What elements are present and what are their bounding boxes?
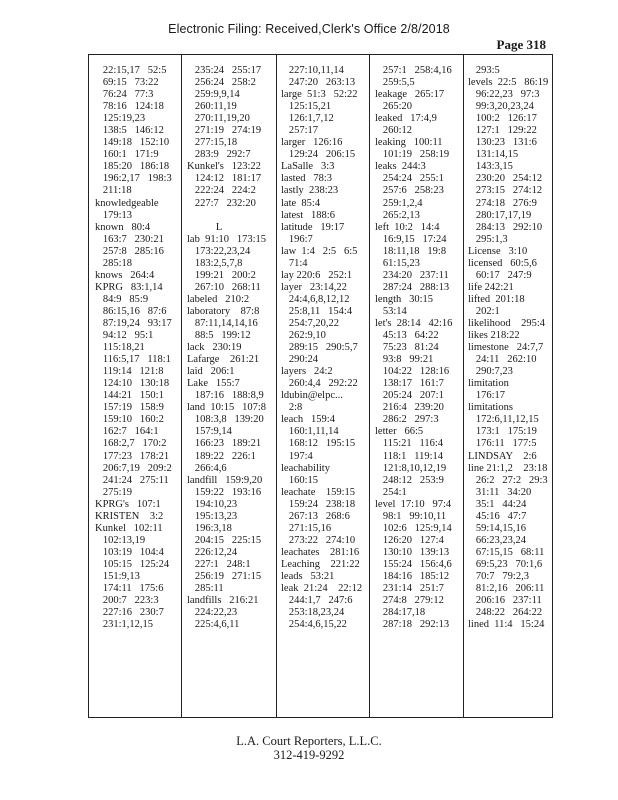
index-entry-line: 290:7,23 xyxy=(468,366,513,378)
index-entry-line: lab 91:10 173:15 xyxy=(187,233,267,245)
index-entry-line: 84:9 85:9 xyxy=(95,293,149,305)
index-entry-line: 151:9,13 xyxy=(95,570,140,582)
index-entry-line: 99:3,20,23,24 xyxy=(468,101,534,113)
index-entry-line: 287:18 292:13 xyxy=(375,619,450,631)
index-entry-line: 71:4 xyxy=(281,257,308,269)
index-entry-line: limitation xyxy=(468,378,509,390)
index-entry-line: 274:8 279:12 xyxy=(375,595,444,607)
index-entry-line: 96:22,23 97:3 xyxy=(468,89,540,101)
index-entry-line: land 10:15 107:8 xyxy=(187,402,267,414)
index-entry-line: 273:15 274:12 xyxy=(468,185,543,197)
index-entry-line: Leaching 221:22 xyxy=(281,558,360,570)
index-entry-line: 159:10 160:2 xyxy=(95,414,164,426)
index-entry-line: 138:5 146:12 xyxy=(95,125,164,137)
index-entry-line: Lake 155:7 xyxy=(187,378,240,390)
index-entry-line: 31:11 34:20 xyxy=(468,486,532,498)
index-entry-line: 98:1 99:10,11 xyxy=(375,510,447,522)
index-entry-line: 259:5,5 xyxy=(375,77,415,89)
index-entry-line: leachates 281:16 xyxy=(281,546,360,558)
index-entry-line: 18:11,18 19:8 xyxy=(375,245,447,257)
index-entry-line: 163:7 230:21 xyxy=(95,233,164,245)
index-entry-line: late 85:4 xyxy=(281,197,321,209)
index-entry-line: 124:10 130:18 xyxy=(95,378,170,390)
index-entry-line: 257:17 xyxy=(281,125,319,137)
index-entry-line: 168:2,7 170:2 xyxy=(95,438,167,450)
index-entry-line: 115:21 116:4 xyxy=(375,438,444,450)
index-entry-line: 211:18 xyxy=(95,185,132,197)
index-entry-line: life 242:21 xyxy=(468,281,514,293)
index-entry-line: 265:2,13 xyxy=(375,209,420,221)
index-entry-line: 265:20 xyxy=(375,101,413,113)
index-entry-line: 185:20 186:18 xyxy=(95,161,170,173)
index-entry-line: licensed 60:5,6 xyxy=(468,257,537,269)
index-entry-line: 271:19 274:19 xyxy=(187,125,262,137)
column-divider xyxy=(463,55,464,717)
court-reporter-name: L.A. Court Reporters, L.L.C. xyxy=(236,734,382,748)
index-entry-line: 69:15 73:22 xyxy=(95,77,159,89)
index-entry-line: 225:4,6,11 xyxy=(187,619,240,631)
index-entry-line: 45:13 64:22 xyxy=(375,330,439,342)
electronic-filing-header: Electronic Filing: Received,Clerk's Office 2/8/2018 xyxy=(168,22,450,36)
index-entry-line: landfills 216:21 xyxy=(187,595,259,607)
index-entry-line: limestone 24:7,7 xyxy=(468,342,544,354)
index-entry-line: 157:19 158:9 xyxy=(95,402,164,414)
index-entry-line: 22:15,17 52:5 xyxy=(95,65,167,76)
index-entry-line: 194:10,23 xyxy=(187,498,238,510)
index-entry-line: LINDSAY 2:6 xyxy=(468,450,537,462)
index-entry-line: 262:9,10 xyxy=(281,330,326,342)
index-entry-line: 248:12 253:9 xyxy=(375,474,444,486)
index-entry-line: 280:17,17,19 xyxy=(468,209,532,221)
index-entry-line: 59:14,15,16 xyxy=(468,522,527,534)
index-entry-line: 293:5 xyxy=(468,65,500,76)
index-entry-line: 160:15 xyxy=(281,474,319,486)
index-entry-line: 168:12 195:15 xyxy=(281,438,356,450)
index-entry-line: 267:10 268:11 xyxy=(187,281,261,293)
index-entry-line: 101:19 258:19 xyxy=(375,149,450,161)
column-divider xyxy=(276,55,277,717)
index-entry-line: 277:15,18 xyxy=(187,137,238,149)
index-entry-line: 144:21 150:1 xyxy=(95,390,164,402)
index-entry-line: left 10:2 14:4 xyxy=(375,221,440,233)
index-entry-line: 216:4 239:20 xyxy=(375,402,444,414)
index-entry-line: leakage 265:17 xyxy=(375,89,445,101)
index-entry-line: leachate 159:15 xyxy=(281,486,356,498)
index-entry-line: 94:12 95:1 xyxy=(95,330,154,342)
index-entry-line: limitations xyxy=(468,402,513,414)
index-entry-line: 196:3,18 xyxy=(187,522,232,534)
index-entry-line: lay 220:6 252:1 xyxy=(281,269,353,281)
index-entry-line: latest 188:6 xyxy=(281,209,335,221)
index-entry-line: 24:11 262:10 xyxy=(468,354,537,366)
index-entry-line: 67:15,15 68:11 xyxy=(468,546,545,558)
index-entry-line: 69:5,23 70:1,6 xyxy=(468,558,543,570)
index-entry-line: 173:1 175:19 xyxy=(468,426,537,438)
index-entry-line: 241:24 275:11 xyxy=(95,474,169,486)
index-entry-line: LaSalle 3:3 xyxy=(281,161,335,173)
index-entry-line: leachability xyxy=(281,462,330,474)
index-entry-line: large 51:3 52:22 xyxy=(281,89,358,101)
index-column-3 xyxy=(281,65,369,713)
index-entry-line: 157:9,14 xyxy=(187,426,232,438)
index-entry-line: 176:17 xyxy=(468,390,506,402)
index-entry-line: 196:7 xyxy=(281,233,313,245)
index-entry-line: 271:15,16 xyxy=(281,522,332,534)
index-entry-line: 183:2,5,7,8 xyxy=(187,257,243,269)
index-entry-line: 290:24 xyxy=(281,354,319,366)
index-entry-line: KPRG's 107:1 xyxy=(95,498,161,510)
index-entry-line: latitude 19:17 xyxy=(281,221,345,233)
index-entry-line: lined 11:4 15:24 xyxy=(468,619,545,631)
index-entry-line: 227:10,11,14 xyxy=(281,65,344,76)
index-entry-line: 256:24 258:2 xyxy=(187,77,256,89)
index-entry-line: 25:8,11 154:4 xyxy=(281,305,353,317)
index-entry-line: 257:1 258:4,16 xyxy=(375,65,452,76)
index-entry-line: 159:24 238:18 xyxy=(281,498,356,510)
index-entry-line: 260:11,19 xyxy=(187,101,237,113)
index-entry-line: 257:6 258:23 xyxy=(375,185,444,197)
index-entry-line: 116:5,17 118:1 xyxy=(95,354,171,366)
index-entry-line: 196:2,17 198:3 xyxy=(95,173,172,185)
index-entry-line xyxy=(187,210,275,222)
index-entry-line: 108:3,8 139:20 xyxy=(187,414,264,426)
index-entry-line: 259:1,2,4 xyxy=(375,197,423,209)
index-entry-line: law 1:4 2:5 6:5 xyxy=(281,245,358,257)
index-entry-line: 231:14 251:7 xyxy=(375,583,444,595)
index-entry-line: 200:7 223:3 xyxy=(95,595,159,607)
index-entry-line: 127:1 129:22 xyxy=(468,125,537,137)
index-entry-line: likes 218:22 xyxy=(468,330,520,342)
index-entry-line: 60:17 247:9 xyxy=(468,269,532,281)
index-entry-line: 184:16 185:12 xyxy=(375,570,450,582)
index-entry-line: 244:1,7 247:6 xyxy=(281,595,353,607)
index-entry-line: 231:1,12,15 xyxy=(95,619,154,631)
index-entry-line: 285:18 xyxy=(95,257,133,269)
index-entry-line: 87:11,14,14,16 xyxy=(187,317,258,329)
index-entry-line: leaked 17:4,9 xyxy=(375,113,437,125)
index-entry-line: larger 126:16 xyxy=(281,137,343,149)
index-entry-line: 81:2,16 206:11 xyxy=(468,583,545,595)
index-entry-line: 259:9,9,14 xyxy=(187,89,240,101)
index-entry-line: 275:19 xyxy=(95,486,133,498)
index-entry-line: 189:22 226:1 xyxy=(187,450,256,462)
index-entry-line: 121:8,10,12,19 xyxy=(375,462,447,474)
index-entry-line: 155:24 156:4,6 xyxy=(375,558,452,570)
index-entry-line: 174:11 175:6 xyxy=(95,583,164,595)
index-entry-line: 131:14,15 xyxy=(468,149,519,161)
index-entry-line: lastly 238:23 xyxy=(281,185,339,197)
index-entry-line: 205:24 207:1 xyxy=(375,390,444,402)
index-entry-line: 76:24 77:3 xyxy=(95,89,154,101)
index-entry-line: 226:12,24 xyxy=(187,546,238,558)
index-entry-line: 202:1 xyxy=(468,305,500,317)
index-entry-line: landfill 159:9,20 xyxy=(187,474,263,486)
index-entry-line: 26:2 27:2 29:3 xyxy=(468,474,548,486)
index-entry-line: 138:17 161:7 xyxy=(375,378,444,390)
index-entry-line: 53:14 xyxy=(375,305,407,317)
index-entry-line: 287:24 288:13 xyxy=(375,281,450,293)
index-column-2 xyxy=(187,65,275,713)
index-entry-line: leaks 244:3 xyxy=(375,161,426,173)
index-entry-line: 35:1 44:24 xyxy=(468,498,527,510)
index-entry-line: 119:14 121:8 xyxy=(95,366,164,378)
court-reporter-phone: 312-419-9292 xyxy=(273,748,345,762)
index-entry-line: 199:21 200:2 xyxy=(187,269,256,281)
index-entry-line: 289:15 290:5,7 xyxy=(281,342,358,354)
index-entry-line: 273:22 274:10 xyxy=(281,534,356,546)
index-entry-line: laboratory 87:8 xyxy=(187,305,260,317)
index-entry-line: 195:13,23 xyxy=(187,510,238,522)
index-entry-line: 159:22 193:16 xyxy=(187,486,262,498)
index-entry-line: 256:19 271:15 xyxy=(187,570,262,582)
index-entry-line: 247:20 263:13 xyxy=(281,77,356,89)
index-entry-line: License 3:10 xyxy=(468,245,528,257)
index-entry-line: 86:15,16 87:6 xyxy=(95,305,167,317)
index-entry-line: 227:16 230:7 xyxy=(95,607,164,619)
index-entry-line: 88:5 199:12 xyxy=(187,330,251,342)
index-column-4 xyxy=(375,65,462,713)
index-entry-line: knows 264:4 xyxy=(95,269,155,281)
index-column-5 xyxy=(468,65,552,713)
index-entry-line: levels 22:5 86:19 xyxy=(468,77,549,89)
index-entry-line: KPRG 83:1,14 xyxy=(95,281,163,293)
index-entry-line: 166:23 189:21 xyxy=(187,438,262,450)
index-entry-line: 274:18 276:9 xyxy=(468,197,537,209)
index-entry-line: 230:20 254:12 xyxy=(468,173,543,185)
index-entry-line: 248:22 264:22 xyxy=(468,607,543,619)
index-entry-line: 206:16 237:11 xyxy=(468,595,542,607)
index-entry-line: 173:22,23,24 xyxy=(187,245,251,257)
index-entry-line: L xyxy=(187,221,223,233)
index-entry-line: KRISTEN 3:2 xyxy=(95,510,164,522)
index-entry-line: lasted 78:3 xyxy=(281,173,333,185)
index-entry-line: layer 23:14,22 xyxy=(281,281,347,293)
index-entry-line: 93:8 99:21 xyxy=(375,354,434,366)
index-entry-line: known 80:4 xyxy=(95,221,151,233)
index-entry-line: 197:4 xyxy=(281,450,313,462)
index-entry-line: 187:16 188:8,9 xyxy=(187,390,264,402)
index-entry-line: labeled 210:2 xyxy=(187,293,250,305)
index-entry-line: 284:13 292:10 xyxy=(468,221,543,233)
index-entry-line: 285:11 xyxy=(187,583,224,595)
index-entry-line: 254:7,20,22 xyxy=(281,317,340,329)
index-entry-line: 24:4,6,8,12,12 xyxy=(281,293,350,305)
index-entry-line: 104:22 128:16 xyxy=(375,366,450,378)
index-entry-line: lifted 201:18 xyxy=(468,293,525,305)
index-entry-line: 176:11 177:5 xyxy=(468,438,537,450)
index-entry-line: 102:6 125:9,14 xyxy=(375,522,452,534)
index-entry-line: 179:13 xyxy=(95,209,133,221)
index-entry-line: 87:19,24 93:17 xyxy=(95,317,172,329)
index-entry-line: knowledgeable xyxy=(95,197,159,209)
index-entry-line: 227:7 232:20 xyxy=(187,197,256,209)
index-entry-line: length 30:15 xyxy=(375,293,434,305)
index-entry-line: laid 206:1 xyxy=(187,366,235,378)
index-entry-line: 267:13 268:6 xyxy=(281,510,350,522)
index-entry-line: 102:13,19 xyxy=(95,534,146,546)
index-entry-line: 260:4,4 292:22 xyxy=(281,378,358,390)
word-index-table xyxy=(88,54,553,718)
index-entry-line: layers 24:2 xyxy=(281,366,333,378)
index-entry-line: let's 28:14 42:16 xyxy=(375,317,453,329)
index-entry-line: 70:7 79:2,3 xyxy=(468,570,529,582)
index-entry-line: 160:1,11,14 xyxy=(281,426,339,438)
index-entry-line: 283:9 292:7 xyxy=(187,149,251,161)
index-entry-line: 115:18,21 xyxy=(95,342,145,354)
index-entry-line: 149:18 152:10 xyxy=(95,137,170,149)
index-entry-line: likelihood 295:4 xyxy=(468,317,545,329)
index-entry-line: 224:22,23 xyxy=(187,607,238,619)
index-entry-line: 2:8 xyxy=(281,402,303,414)
index-entry-line: 160:1 171:9 xyxy=(95,149,159,161)
index-entry-line: 105:15 125:24 xyxy=(95,558,170,570)
index-entry-line: 254:1 xyxy=(375,486,407,498)
index-entry-line: 177:23 178:21 xyxy=(95,450,170,462)
index-entry-line: lack 230:19 xyxy=(187,342,242,354)
index-entry-line: 257:8 285:16 xyxy=(95,245,164,257)
page-number: Page 318 xyxy=(496,37,546,52)
index-entry-line: 75:23 81:24 xyxy=(375,342,439,354)
index-entry-line: 130:23 131:6 xyxy=(468,137,537,149)
index-entry-line: Kunkel's 123:22 xyxy=(187,161,261,173)
index-entry-line: leak 21:24 22:12 xyxy=(281,583,363,595)
index-entry-line: Lafarge 261:21 xyxy=(187,354,260,366)
index-entry-line: leads 53:21 xyxy=(281,570,335,582)
index-entry-line: 126:20 127:4 xyxy=(375,534,444,546)
index-entry-line: 61:15,23 xyxy=(375,257,420,269)
index-entry-line: 100:2 126:17 xyxy=(468,113,537,125)
index-entry-line: 284:17,18 xyxy=(375,607,426,619)
index-entry-line: 286:2 297:3 xyxy=(375,414,439,426)
index-entry-line: 253:18,23,24 xyxy=(281,607,345,619)
index-entry-line: 130:10 139:13 xyxy=(375,546,450,558)
index-entry-line: 103:19 104:4 xyxy=(95,546,164,558)
index-entry-line: 254:24 255:1 xyxy=(375,173,444,185)
index-entry-line: 206:7,19 209:2 xyxy=(95,462,172,474)
index-entry-line: 129:24 206:15 xyxy=(281,149,356,161)
index-entry-line: 126:1,7,12 xyxy=(281,113,334,125)
index-entry-line: 234:20 237:11 xyxy=(375,269,449,281)
index-entry-line: line 21:1,2 23:18 xyxy=(468,462,548,474)
index-entry-line: 118:1 119:14 xyxy=(375,450,444,462)
index-entry-line: 295:1,3 xyxy=(468,233,508,245)
index-entry-line: ldubin@elpc... xyxy=(281,390,343,402)
index-entry-line: 162:7 164:1 xyxy=(95,426,159,438)
index-entry-line: 16:9,15 17:24 xyxy=(375,233,447,245)
index-entry-line: 204:15 225:15 xyxy=(187,534,262,546)
index-column-1 xyxy=(95,65,179,713)
index-entry-line: 172:6,11,12,15 xyxy=(468,414,539,426)
index-entry-line: 254:4,6,15,22 xyxy=(281,619,347,631)
index-entry-line: level 17:10 97:4 xyxy=(375,498,452,510)
index-entry-line: 124:12 181:17 xyxy=(187,173,262,185)
index-entry-line: 45:16 47:7 xyxy=(468,510,527,522)
column-divider xyxy=(181,55,182,717)
page-footer xyxy=(0,734,618,762)
index-entry-line: leaking 100:11 xyxy=(375,137,443,149)
index-entry-line: 266:4,6 xyxy=(187,462,227,474)
index-entry-line: 235:24 255:17 xyxy=(187,65,262,76)
index-entry-line: Kunkel 102:11 xyxy=(95,522,163,534)
index-entry-line: 125:15,21 xyxy=(281,101,332,113)
index-entry-line: 66:23,23,24 xyxy=(468,534,527,546)
index-entry-line: 270:11,19,20 xyxy=(187,113,250,125)
index-entry-line: 125:19,23 xyxy=(95,113,146,125)
index-entry-line: 260:12 xyxy=(375,125,413,137)
index-entry-line: leach 159:4 xyxy=(281,414,335,426)
index-entry-line: 222:24 224:2 xyxy=(187,185,256,197)
index-entry-line: 78:16 124:18 xyxy=(95,101,164,113)
index-entry-line: 227:1 248:1 xyxy=(187,558,251,570)
index-entry-line: letter 66:5 xyxy=(375,426,424,438)
column-divider xyxy=(369,55,370,717)
index-entry-line: 143:3,15 xyxy=(468,161,513,173)
